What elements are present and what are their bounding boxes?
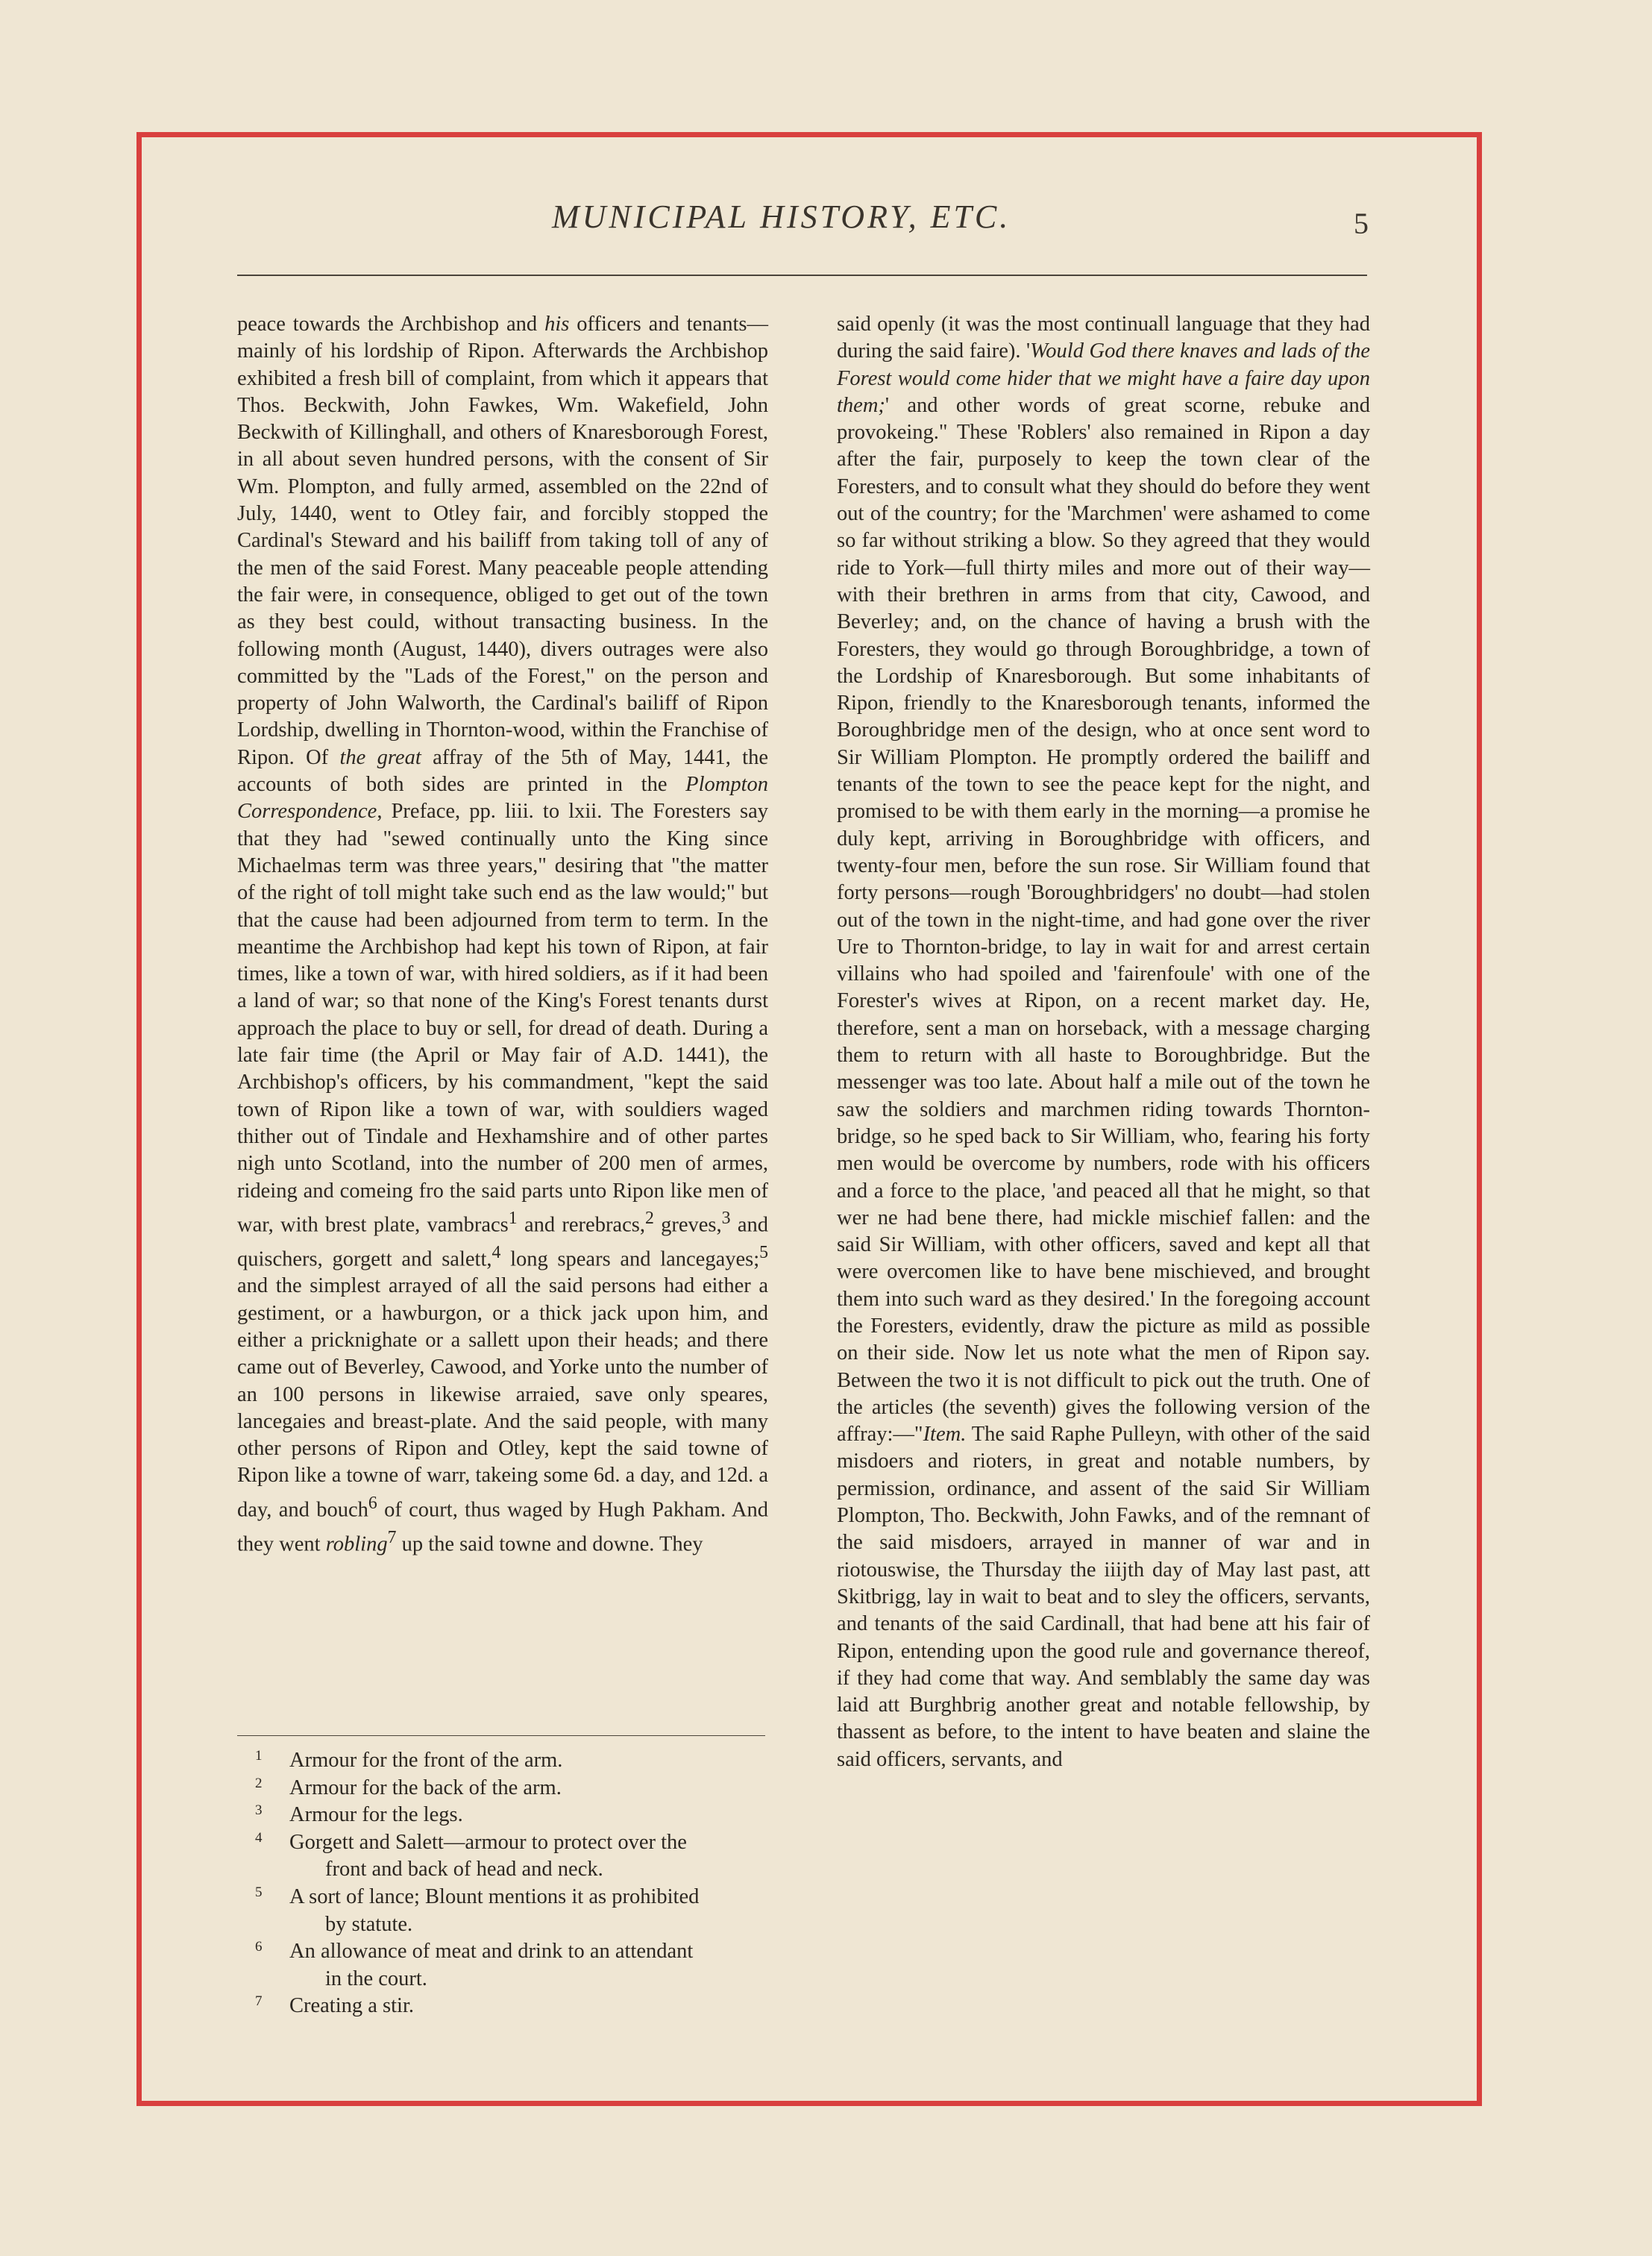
footnote-number: 7 (255, 1993, 263, 2010)
footnote (237, 1884, 768, 1938)
italic-span: his (544, 313, 570, 336)
footnote-text: Creating a stir. (289, 1994, 415, 2018)
text-span: long spears and lancegayes; (500, 1247, 760, 1271)
text-span: and rerebracs, (517, 1213, 645, 1237)
text-span: ' and other words of great scorne, rebuke and provokeing." These 'Roblers' also remained in Ripon a day after the fair, purposely to keep the town clear of the Foresters, and to consult what they should do before they went out of the country; for the 'Marchmen' were ashamed to come so far without striking a blow. So they agreed that they would ride to York—full thirty miles and more out of their way—with their brethren in arms from that city, Cawood, and Beverley; and, on the chance of having a brush with the Foresters, they would go through Boroughbridge, a town of the Lordship of Knaresborough. But some inhabitants of Ripon, friendly to the Knaresborough tenants, informed the Boroughbridge men of the design, who at once sent word to Sir William Plompton. He promptly ordered the bailiff and tenants of the town to see the peace kept for the night, and promised to be with them early in the morning—a promise he duly kept, arriving in Boroughbridge with officers, and twenty-four men, before the sun rose. Sir William found that forty persons—rough 'Boroughbridgers' no doubt—had stolen out of the town in the night-time, and had gone over the river Ure to Thornton-bridge, to lay in wait for and arrest certain villains who had spoiled and 'fairenfoule' with one of the Forester's wives at Ripon, on a recent market day. He, therefore, sent a man on horseback, with a message charging them to return with all haste to Boroughbridge. But the messenger was too late. About half a mile out of the town he saw the soldiers and marchmen riding towards Thornton-bridge, so he sped back to Sir William, who, fearing his forty men would be overcome by numbers, rode with his officers and a force to the place, 'and peaced all that he might, so that wer ne had bene there, had mickle mischief fallen: and the said Sir William, with other officers, saved and kept all that were overcomen like to have bene mischieved, and brought them into such ward as they desired.' In the foregoing account the Foresters, evidently, draw the picture as mild as possible on their side. Now let us note what the men of Ripon say. Between the two it is not difficult to pick out the truth. One of the articles (the seventh) gives the following version of the affray:—" (837, 393, 1370, 1447)
left-column (237, 311, 768, 1558)
footnote (237, 1829, 768, 1884)
header-rule (237, 275, 1367, 276)
right-column (837, 311, 1370, 1773)
italic-span: Would God there knaves and lads of the Forest would come hider that we might have a faire day upon them; (837, 339, 1370, 417)
footnote-continuation: front and back of head and neck. (325, 1858, 603, 1881)
text-span: The said Raphe Pulleyn, with other of the said misdoers and rioters, in great and notable numbers, by permission, ordinance, and assent of the said Sir William Plompton, Tho. Beckwith, John Fawks, and of the remnant of the said misdoers, arrayed in manner of war and in riotouswise, the Thursday the iiijth day of May last past, att Skitbrigg, lay in wait to beat and to sley the officers, servants, and tenants of the said Cardinall, that had bene att his fair of Ripon, entending upon the good rule and governance thereof, if they had come that way. And semblably the same day was laid att Burghbrig another great and notable fellowship, by thassent as before, to the intent to have beaten and slaine the said officers, servants, and (837, 1423, 1370, 1771)
text-span: and quischers, gorgett and salett, (237, 1213, 768, 1271)
footnote-ref: 4 (491, 1242, 501, 1262)
text-span: affray of the 5th of May, 1441, the accounts of both sides are printed in the (237, 745, 769, 797)
footnote-ref: 6 (368, 1493, 377, 1513)
footnote-ref: 1 (508, 1208, 518, 1228)
footnote-text: A sort of lance; Blount mentions it as prohibited (289, 1884, 700, 1908)
footnote-number: 3 (255, 1802, 263, 1819)
footnote (237, 1747, 768, 1775)
italic-span: robling (325, 1532, 388, 1556)
text-span: greves, (653, 1213, 722, 1237)
right-column-paragraph (837, 311, 1370, 1773)
footnote-continuation: in the court. (325, 1967, 427, 1990)
footnote-text: Armour for the front of the arm. (289, 1749, 563, 1772)
footnote-continuation: by statute. (325, 1912, 413, 1936)
footnote-text: Gorgett and Salett—armour to protect over the (289, 1830, 687, 1854)
footnote-text: An allowance of meat and drink to an attendant (289, 1940, 694, 1964)
footnote-number: 4 (255, 1829, 263, 1846)
text-span: , Preface, pp. liii. to lxii. The Foresters say that they had "sewed continually unto the King since Michaelmas term was three years," desiring that "the matter of the right of toll might take such end as the law would;" but that the cause had been adjourned from term to term. In the meantime the Archbishop had kept his town of Ripon, at fair times, like a town of war, with hired soldiers, as if it had been a land of war; so that none of the King's Forest tenants durst approach the place to buy or sell, for dread of death. During a late fair time (the April or May fair of A.D. 1441), the Archbishop's officers, by his commandment, "kept the said town of Ripon like a town of war, with souldiers waged thither out of Tindale and Hexhamshire and of other partes nigh unto Scotland, into the number of 200 men of armes, rideing and comeing fro the said parts unto Ripon like men of war, with brest plate, vambracs (237, 800, 768, 1237)
footnote-number: 1 (255, 1748, 263, 1764)
left-column-paragraph (237, 311, 768, 1558)
italic-span: Item. (923, 1423, 967, 1447)
footnote (237, 1938, 768, 1993)
footnote-rule (237, 1735, 765, 1736)
text-span: and the simplest arrayed of all the said persons had either a gestiment, or a hawburgon, or a thick jack upon him, and either a pricknighate or a sallett upon their heads; and there came out of Beverley, Cawood, and Yorke unto the number of an 100 persons in likewise arraied, save only speares, lancegaies and breast-plate. And the said people, with many other persons of Ripon and Otley, kept the said towne of Ripon like a towne of warr, takeing some 6d. a day, and 12d. a day, and bouch (237, 1274, 768, 1522)
running-head: MUNICIPAL HISTORY, ETC. (552, 198, 1011, 235)
footnote (237, 1802, 768, 1829)
italic-span: the great (339, 745, 421, 769)
footnote-ref: 2 (644, 1208, 654, 1228)
page-number: 5 (1354, 207, 1369, 240)
footnote-number: 5 (255, 1884, 263, 1900)
footnote-number: 2 (255, 1775, 263, 1791)
footnote-ref: 7 (387, 1527, 397, 1547)
footnotes (237, 1747, 768, 2020)
text-span: up the said towne and downe. They (396, 1532, 703, 1556)
footnote-number: 6 (255, 1939, 263, 1955)
footnote-ref: 3 (721, 1208, 731, 1228)
footnote-text: Armour for the back of the arm. (289, 1776, 562, 1799)
text-span: officers and tenants—mainly of his lordship of Ripon. Afterwards the Archbishop exhibited a fresh bill of complaint, from which it appears that Thos. Beckwith, John Fawkes, Wm. Wakefield, John Beckwith of Killinghall, and others of Knaresborough Forest, in all about seven hundred persons, with the consent of Sir Wm. Plompton, and fully armed, assembled on the 22nd of July, 1440, went to Otley fair, and forcibly stopped the Cardinal's Steward and his bailiff from taking toll of any of the men of the said Forest. Many peaceable people attending the fair were, in consequence, obliged to get out of the town as they best could, without transacting business. In the following month (August, 1440), divers outrages were also committed by the "Lads of the Forest," on the person and property of John Walworth, the Cardinal's bailiff of Ripon Lordship, dwelling in Thornton-wood, within the Franchise of Ripon. Of (237, 313, 768, 769)
text-span: of court, thus waged by Hugh Pakham. And they went (237, 1498, 768, 1556)
footnote (237, 1775, 768, 1802)
italic-span: Plompton Correspondence (237, 773, 768, 824)
footnote (237, 1993, 768, 2020)
footnote-ref: 5 (759, 1242, 769, 1262)
text-span: said openly (it was the most continuall language that they had during the said faire). ' (837, 313, 1370, 363)
footnote-text: Armour for the legs. (289, 1803, 463, 1827)
text-span: peace towards the Archbishop and (237, 313, 545, 336)
